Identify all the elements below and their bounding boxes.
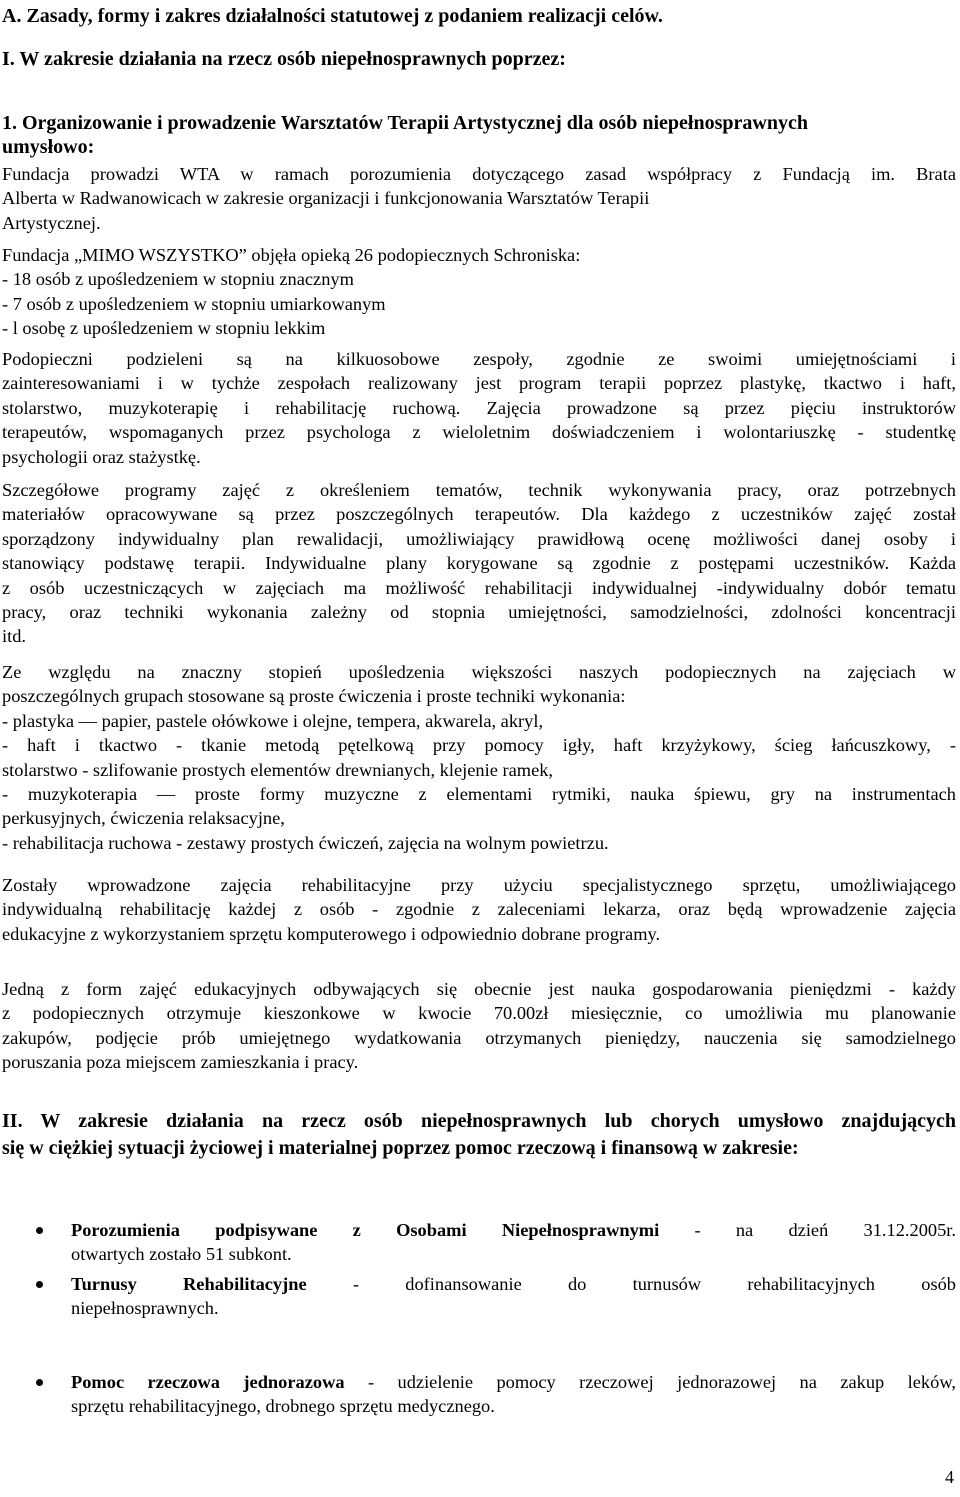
paragraph-programs: [2, 478, 956, 649]
bullet-text: [71, 1272, 956, 1321]
item-1-heading-line1: 1. Organizowanie i prowadzenie Warsztatów Terapii Artystycznej dla osób niepełnosprawnych: [2, 112, 808, 134]
text-line: zainteresowaniami i w tychże zespołach realizowany jest program terapii poprzez plastykę, tkactwo i haft,: [2, 373, 956, 394]
text-line: Alberta w Radwanowicach w zakresie organizacji i funkcjonowania Warsztatów Terapii: [2, 188, 650, 209]
item-1-heading-line2: umysłowo:: [2, 136, 95, 158]
bullet-rest: - udzielenie pomocy rzeczowej jednorazowej na zakup leków,: [344, 1372, 957, 1392]
bullet-line2: niepełnosprawnych.: [71, 1298, 219, 1319]
text-line: stanowiący podstawę terapii. Indywidualne plany korygowane są zgodnie z postępami uczestników. Każda: [2, 553, 956, 574]
text-line: z osób uczestniczących w zajęciach ma możliwość rehabilitacji indywidualnej -indywidualny dobór tematu: [2, 577, 956, 598]
text-line: materiałów opracowywane są przez poszczególnych terapeutów. Dla każdego z uczestników zajęć został: [2, 504, 956, 525]
bullet-dot-icon: [36, 1227, 43, 1234]
paragraph-wta: [2, 162, 956, 235]
paragraph-mimo: [2, 243, 956, 341]
item-1-heading: [2, 111, 956, 159]
text-line: stolarstwo - szlifowanie prostych elementów drewnianych, klejenie ramek,: [2, 759, 554, 780]
text-line: perkusyjnych, ćwiczenia relaksacyjne,: [2, 808, 285, 829]
text-line: Ze względu na znaczny stopień upośledzenia większości naszych podopiecznych na zajęciach w: [2, 662, 956, 682]
text-line: - haft i tkactwo - tkanie metodą pętelkową przy pomocy igły, haft krzyżykowy, ścieg łańcuszkowy, -: [2, 735, 956, 756]
text-line: z podopiecznych otrzymuje kieszonkowe w kwocie 70.00zł miesięcznie, co umożliwia mu planowanie: [2, 1003, 956, 1024]
bullet-bold-label: Porozumienia podpisywane z Osobami Niepełnosprawnymi: [71, 1220, 660, 1240]
text-line: poszczególnych grupach stosowane są proste ćwiczenia i proste techniki wykonania:: [2, 686, 626, 707]
text-line: zakupów, podjęcie prób umiejętnego wydatkowania otrzymanych pieniędzy, nauczenia się samodzielnego: [2, 1027, 956, 1048]
bullet-rest: - na dzień 31.12.2005r.: [659, 1220, 956, 1240]
paragraph-groups: [2, 347, 956, 469]
text-line: edukacyjne z wykorzystaniem sprzętu komputerowego i odpowiednio dobrane programy.: [2, 923, 661, 944]
text-line: - 7 osób z upośledzeniem w stopniu umiarkowanym: [2, 293, 386, 314]
paragraph-money: [2, 977, 956, 1075]
paragraph-equipment: [2, 873, 956, 946]
text-line: - muzykoterapia — proste formy muzyczne z elementami rytmiki, nauka śpiewu, gry na instrumentach: [2, 784, 956, 805]
bullet-text: [71, 1370, 956, 1419]
text-line: poruszania poza miejscem zamieszkania i pracy.: [2, 1052, 359, 1073]
bullet-bold-label: Pomoc rzeczowa jednorazowa: [71, 1372, 345, 1392]
bullet-dot-icon: [36, 1379, 43, 1386]
bullet-line1: [71, 1370, 956, 1394]
text-line: pracy, oraz techniki wykonania zależny od stopnia umiejętności, samodzielności, zdolności koncentracji: [2, 602, 956, 623]
text-line: Podopieczni podzieleni są na kilkuosobowe zespoły, zgodnie ze swoimi umiejętnościami i: [2, 349, 956, 369]
section-1-heading: I. W zakresie działania na rzecz osób niepełnosprawnych poprzez:: [2, 48, 566, 70]
text-line: Zostały wprowadzone zajęcia rehabilitacyjne przy użyciu specjalistycznego sprzętu, umożliwiającego: [2, 875, 956, 895]
section-a-heading: A. Zasady, formy i zakres działalności statutowej z podaniem realizacji celów.: [2, 5, 663, 27]
paragraph-techniques: [2, 660, 956, 855]
text-line: Fundacja „MIMO WSZYSTKO” objęła opieką 26 podopiecznych Schroniska:: [2, 245, 581, 265]
text-line: - rehabilitacja ruchowa - zestawy prostych ćwiczeń, zajęcia na wolnym powietrzu.: [2, 832, 609, 853]
page-number: 4: [945, 1467, 954, 1487]
text-line: Artystycznej.: [2, 212, 101, 233]
text-line: indywidualną rehabilitację każdej z osób - zgodnie z zaleceniami lekarza, oraz będą wprowadzenie zajęcia: [2, 899, 956, 920]
text-line: - l osobę z upośledzeniem w stopniu lekkim: [2, 318, 326, 339]
bullet-line2: sprzętu rehabilitacyjnego, drobnego sprzętu medycznego.: [71, 1396, 495, 1417]
bullet-rest: - dofinansowanie do turnusów rehabilitacyjnych osób: [306, 1274, 956, 1294]
text-line: Jedną z form zajęć edukacyjnych odbywających się obecnie jest nauka gospodarowania pieniędzmi - każdy: [2, 979, 956, 999]
text-line: terapeutów, wspomaganych przez psychologa z wieloletnim doświadczeniem i wolontariuszkę - studentkę: [2, 422, 956, 443]
bullet-text: [71, 1218, 956, 1267]
text-line: stolarstwo, muzykoterapię i rehabilitację ruchową. Zajęcia prowadzone są przez pięciu instruktorów: [2, 397, 956, 418]
text-line: - plastyka — papier, pastele ołówkowe i olejne, tempera, akwarela, akryl,: [2, 710, 544, 731]
text-line: - 18 osób z upośledzeniem w stopniu znacznym: [2, 269, 354, 290]
bullet-dot-icon: [36, 1281, 43, 1288]
text-line: itd.: [2, 626, 27, 647]
text-line: psychologii oraz stażystkę.: [2, 446, 201, 467]
text-line: Szczegółowe programy zajęć z określeniem tematów, technik wykonywania pracy, oraz potrzebnych: [2, 480, 956, 500]
bullet-bold-label: Turnusy Rehabilitacyjne: [71, 1274, 307, 1294]
text-line: Fundacja prowadzi WTA w ramach porozumienia dotyczącego zasad współpracy z Fundacją im. Brata: [2, 164, 956, 184]
section-2-heading-line2: się w ciężkiej sytuacji życiowej i materialnej poprzez pomoc rzeczową i finansową w zakresie:: [2, 1137, 799, 1159]
section-2-heading-line1: II. W zakresie działania na rzecz osób niepełnosprawnych lub chorych umysłowo znajdujących: [2, 1110, 956, 1132]
bullet-line1: [71, 1272, 956, 1296]
text-line: sporządzony indywidualny plan rewalidacji, umożliwiający prawidłową ocenę możliwości danej osoby i: [2, 528, 956, 549]
bullet-line1: [71, 1218, 956, 1242]
bullet-line2: otwartych zostało 51 subkont.: [71, 1244, 292, 1265]
section-2-heading: [2, 1108, 956, 1162]
